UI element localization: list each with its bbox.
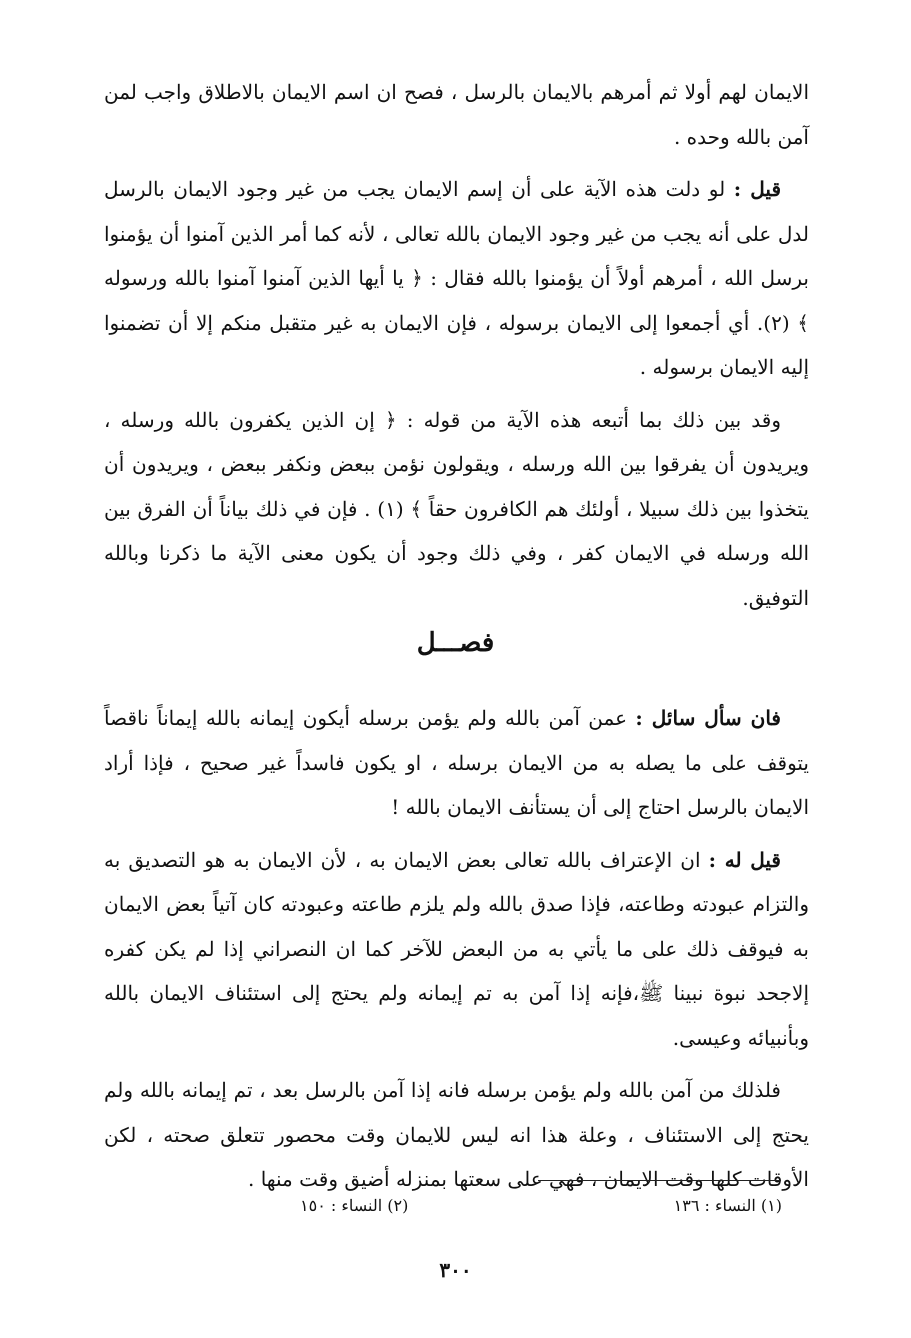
paragraph-lead: قيل : [733, 177, 782, 201]
footnotes [300, 1196, 782, 1215]
text-block-top [104, 70, 809, 620]
page-number: ٣٠٠ [439, 1258, 472, 1282]
paragraph-body: عمن آمن بالله ولم يؤمن برسله أيكون إيمانه بالله إيماناً ناقصاً يتوقف على ما يصله به من الايمان برسله ، او يكون فاسداً غير صحيح ، فإذا أراد الايمان بالرسل احتاج إلى أن يستأنف الايمان بالله ! [104, 706, 809, 819]
paragraph-lead: قيل له : [708, 847, 781, 872]
paragraph-answer [104, 838, 809, 1061]
paragraph-question [104, 696, 809, 830]
footnote-1: (١) النساء : ١٣٦ [673, 1196, 782, 1215]
text-block-bottom [104, 696, 809, 1202]
paragraph-conclusion: فلذلك من آمن بالله ولم يؤمن برسله فانه إذا آمن بالرسل بعد ، تم إيمانه بالله ولم يحتج إلى الاستئناف ، وعلة هذا انه ليس للايمان وقت محصور تتعلق صحته ، لكن الأوقات كلها وقت الايمان ، فهي على سعتها بمنزله أضيق وقت منها . [104, 1078, 809, 1191]
paragraph-qila [104, 167, 809, 390]
paragraph-continuation: الايمان لهم أولا ثم أمرهم بالايمان بالرسل ، فصح ان اسم الايمان بالاطلاق واجب لمن آمن بالله وحده . [104, 80, 809, 149]
footnote-divider [538, 1180, 781, 1181]
footnote-2: (٢) النساء : ١٥٠ [300, 1196, 409, 1215]
paragraph-body: ان الإعتراف بالله تعالى بعض الايمان به ، لأن الايمان به هو التصديق به والتزام عبودته وطاعته، فإذا صدق بالله ولم يلزم طاعته وعبودته كان آتياً بعض الايمان به فيوقف ذلك على ما يأتي به من البعض للآخر كما ان النصراني إذا لم يكن كفره إلاجحد نبوة نبينا ﷺ،فإنه إذا آمن به تم إيمانه ولم يحتج إلى استئناف الايمان بالله وبأنبيائه وعيسى. [104, 847, 809, 1050]
section-title: فصـــل [416, 628, 495, 658]
paragraph-quran-citation: وقد بين ذلك بما أتبعه هذه الآية من قوله : ﴿ إن الذين يكفرون بالله ورسله ، ويريدون أن يفرقوا بين الله ورسله ، ويقولون نؤمن ببعض ونكفر ببعض ، ويريدون أن يتخذوا بين ذلك سبيلا ، أولئك هم الكافرون حقاً ﴾ (١) . فإن في ذلك بياناً أن الفرق بين الله ورسله في الايمان كفر ، وفي ذلك وجود أن يكون معنى الآية ما ذكرنا وبالله التوفيق. [104, 407, 809, 610]
paragraph-lead: فان سأل سائل : [635, 706, 781, 730]
paragraph-body: لو دلت هذه الآية على أن إسم الايمان يجب من غير وجود الايمان بالرسل لدل على أنه يجب من غير وجود الايمان بالله تعالى ، لأنه كما أمر الذين آمنوا أن يؤمنوا برسل الله ، أمرهم أولاً أن يؤمنوا بالله فقال : ﴿ يا أيها الذين آمنوا آمنوا بالله ورسوله ﴾ (٢). أي أجمعوا إلى الايمان برسوله ، فإن الايمان به غير متقبل منكم إلا أن تضمنوا إليه الايمان برسوله . [104, 177, 809, 379]
